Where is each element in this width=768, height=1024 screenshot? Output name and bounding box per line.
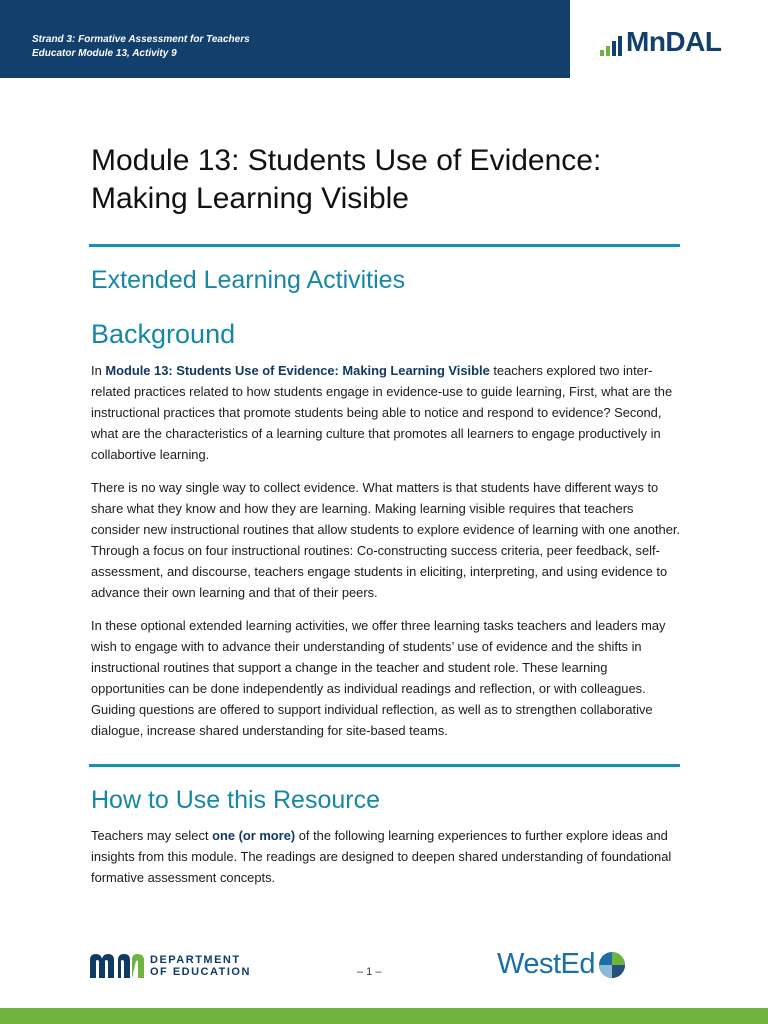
wested-wordmark: WestEd [497, 948, 596, 980]
p1-intro: In [91, 363, 106, 378]
section-heading-background: Background [91, 319, 236, 349]
minnesota-logo-icon [90, 954, 144, 978]
divider-middle [89, 764, 680, 767]
mde-line-2: OF EDUCATION [150, 966, 251, 978]
title-line-2: Making Learning Visible [91, 182, 409, 215]
mde-logo [90, 954, 251, 978]
how-to-intro: Teachers may select [91, 828, 213, 843]
p1-rest: teachers explored two inter-related practices related to how students engage in evidence-use to guide learning, First, what are the instructional practices that promote students being able to notice and respond to evidence? Second, what are the characteristics of a learning culture that promotes all learners to engage productively in collabortive learning. [91, 363, 673, 462]
page-title [91, 142, 691, 218]
title-line-1: Module 13: Students Use of Evidence: [91, 144, 602, 177]
footer-bar [0, 1008, 768, 1024]
header-strand: Strand 3: Formative Assessment for Teachers [32, 34, 250, 45]
signal-bars-icon [600, 30, 622, 56]
mde-text [150, 954, 251, 978]
page-number: – 1 – [357, 966, 382, 978]
mde-line-1: DEPARTMENT [150, 954, 241, 966]
background-paragraph-2: There is no way single way to collect evidence. What matters is that students have different ways to share what they know and how they are learning. Making learning visible requires that teachers consider new instructional routines that allow students to explore evidence of learning with one another. Through a focus on four instructional routines: Co-constructing success criteria, peer feedback, self-assessment, and discourse, teachers engage students in eliciting, interpreting, and using evidence to advance their own learning and that of their peers. [91, 480, 681, 600]
section-heading-extended: Extended Learning Activities [91, 266, 406, 294]
background-paragraph-1 [91, 360, 683, 465]
how-to-bold: one (or more) [212, 828, 296, 843]
mndal-logo [600, 26, 721, 56]
how-to-rest: of the following learning experiences to further explore ideas and insights from this module. The readings are designed to deepen shared understanding of foundational formative assessment concepts. [91, 828, 672, 885]
p1-bold-module: Module 13: Students Use of Evidence: Making Learning Visible [105, 363, 490, 378]
how-to-paragraph [91, 825, 683, 888]
header-bar [0, 0, 570, 78]
background-paragraph-3: In these optional extended learning activities, we offer three learning tasks teachers and leaders may wish to engage with to advance their understanding of students’ use of evidence and the shifts in instructional routines that support a change in the teacher and student role. These learning opportunities can be done independently as individual readings and reflection, or with colleagues. Guiding questions are offered to support individual reflection, as well as to strengthen collaborative dialogue, increase shared understanding for site-based teams. [91, 618, 666, 738]
divider-top [89, 244, 680, 247]
header-module: Educator Module 13, Activity 9 [32, 48, 177, 59]
globe-icon [597, 950, 627, 980]
brand-wordmark: MnDAL [626, 26, 722, 57]
wested-logo [497, 948, 627, 981]
section-heading-how-to: How to Use this Resource [91, 786, 381, 814]
header-text [32, 33, 250, 61]
